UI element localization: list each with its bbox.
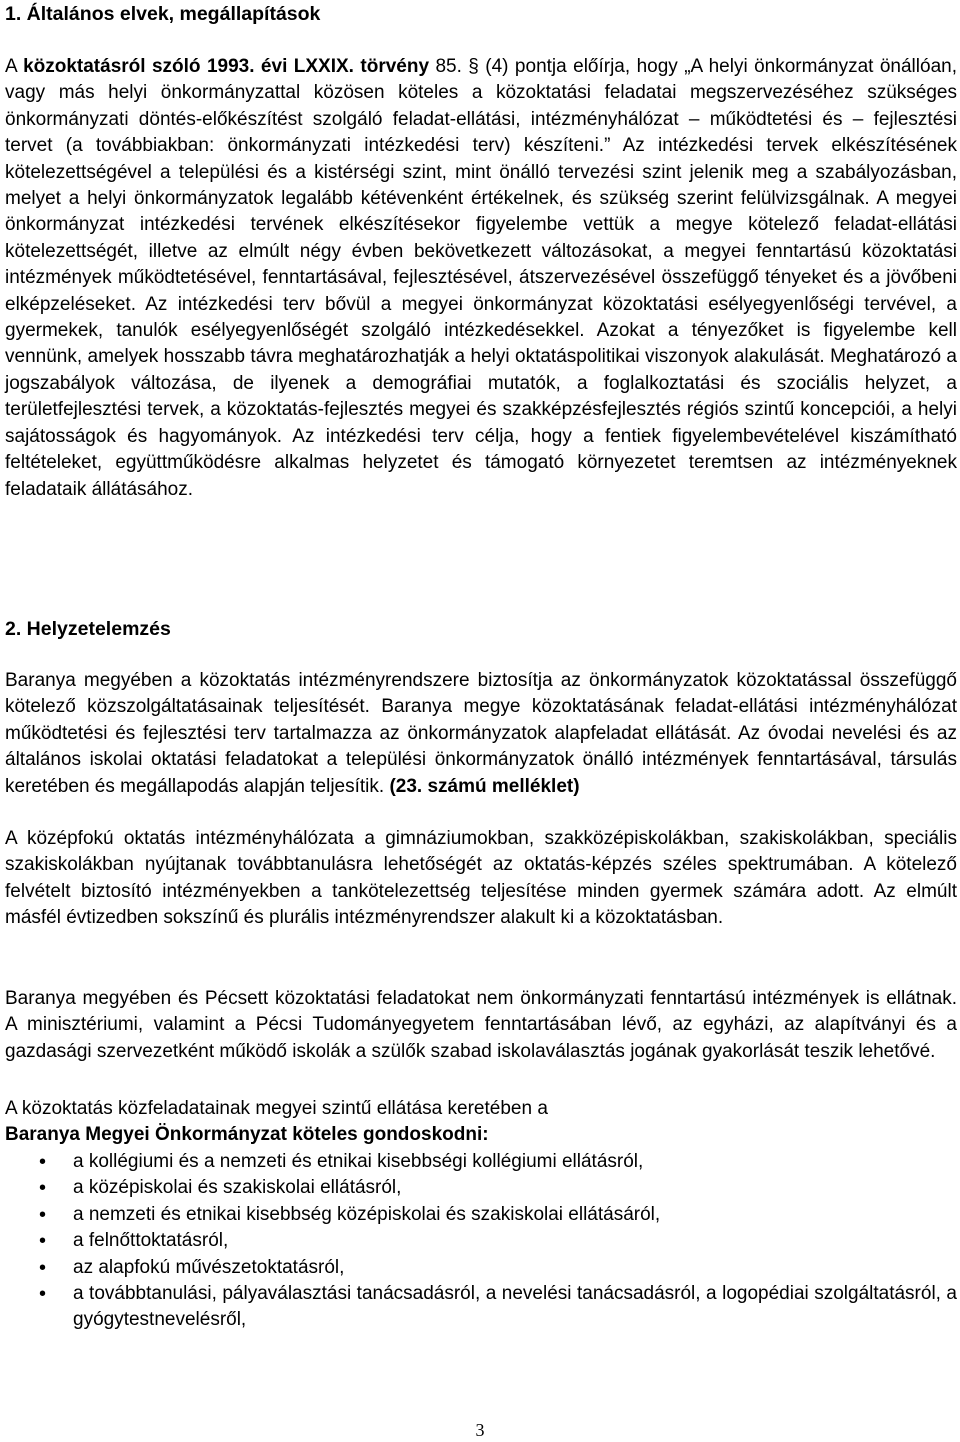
non-municipal-paragraph: Baranya megyében és Pécsett közoktatási feladatokat nem önkormányzati fenntartású intézmények is ellátnak. A minisztériumi, valamint a Pécsi Tudományegyetem fenntartásában lévő, az egyházi, az alapítványi és a gazdasági szervezetként működő iskolák a szülők szabad iskolaválasztás jogának gyakorlását teszik lehetővé. — [5, 988, 957, 1062]
list-item: • a nemzeti és etnikai kisebbség középiskolai és szakiskolai ellátásáról, — [0, 1202, 957, 1228]
list-item: • a továbbtanulási, pályaválasztási tanácsadásról, a nevelési tanácsadásról, a logopédiai szolgáltatásról, a gyógytestnevelésről, — [0, 1281, 957, 1334]
law-reference: közoktatásról szóló 1993. évi LXXIX. törvény — [23, 56, 430, 77]
county-duties-list — [0, 1149, 957, 1334]
appendix-reference: (23. számú melléklet) — [389, 775, 580, 797]
list-item: • a felnőttoktatásról, — [0, 1228, 957, 1254]
list-item: • a kollégiumi és a nemzeti és etnikai kisebbségi kollégiumi ellátásról, — [0, 1149, 957, 1175]
section-1-body-text: 85. § (4) pontja előírja, hogy „A helyi önkormányzat önállóan, vagy más helyi önkormányzattal közösen köteles a közoktatási feladatai megszervezéséhez szükséges önkormányzati döntés-előkészítést szolgáló feladat-ellátási, intézményhálózat – működtetési és – fejlesztési tervet (a továbbiakban: önkormányzati intézkedési terv) készíteni.” Az intézkedési tervek elkészítésének kötelezettségével a települési és a kistérségi szint, mint önálló tervezési szint jelenik meg a szabályozásban, melyet a helyi önkormányzatok legalább kétévenként értékelnek, és szükség szerint felülvizsgálnak. A megyei önkormányzat intézkedési tervének elkészítésekor figyelembe vettük a megye kötelező feladat-ellátási kötelezettségét, illetve az elmúlt négy évben bekövetkezett változásokat, a megyei fenntartású közoktatási intézmények működtetésével, fenntartásával, fejlesztésével, átszervezésével összefüggő tényeket és a jövőbeni elképzeléseket. Az intézkedési terv bővül a megyei önkormányzat közoktatási esélyegyenlőségi tervével, a gyermekek, tanulók esélyegyenlőségét szolgáló intézkedésekkel. Azokat a tényezőket is figyelembe kell vennünk, amelyek hosszabb távra meghatározhatják a helyi oktatáspolitikai viszonyok alakulását. Meghatározó a jogszabályok változása, de ilyenek a demográfiai mutatók, a foglalkoztatási és szociális helyzet, a területfejlesztési tervek, a közoktatás-fejlesztés megyei és szakképzésfejlesztés régiós szintű koncepciói, a helyi sajátosságok és hagyományok. Az intézkedési terv célja, hogy a fentiek figyelembevételével kiszámítható feltételeket, együttműködésre alkalmas helyzetet és támogató környezetet teremtsen az intézményeknek feladataik állátásához. — [5, 56, 957, 500]
section-1-heading: 1. Általános elvek, megállapítások — [5, 3, 321, 25]
page-number: 3 — [475, 1420, 485, 1440]
section-1-paragraph — [5, 54, 957, 503]
situation-paragraph — [5, 668, 957, 800]
list-item: • az alapfokú művészetoktatásról, — [0, 1255, 957, 1281]
section-2-heading: 2. Helyzetelemzés — [5, 618, 171, 640]
law-reference-lead: A — [5, 56, 24, 77]
situation-text: Baranya megyében a közoktatás intézményrendszere biztosítja az önkormányzatok közoktatással összefüggő kötelező közszolgáltatásainak teljesítését. Baranya megye közoktatásának feladat-ellátási intézményhálózat működtetési és fejlesztési terv tartalmazza az önkormányzatok alapfeladat ellátását. Az óvodai nevelési és az általános iskolai oktatási feladatokat a települési önkormányzatok önálló intézmények fenntartásával, társulás keretében és megállapodás alapján teljesítik. — [5, 670, 957, 797]
secondary-education-paragraph: A középfokú oktatás intézményhálózata a gimnáziumokban, szakközépiskolákban, szakiskolákban, speciális szakiskolákban nyújtanak továbbtanulásra lehetőségét az oktatás-képzés széles spektrumában. A kötelező felvételt biztosító intézményekben a tankötelezettség teljesítése minden gyermek számára adott. Az elmúlt másfél évtizedben sokszínű és plurális intézményrendszer alakult ki a közoktatásban. — [5, 828, 957, 929]
county-obligation-heading: Baranya Megyei Önkormányzat köteles gondoskodni: — [5, 1124, 489, 1145]
list-item: • a középiskolai és szakiskolai ellátásról, — [0, 1175, 957, 1201]
county-tasks-intro: A közoktatás közfeladatainak megyei szintű ellátása keretében a — [5, 1098, 548, 1119]
